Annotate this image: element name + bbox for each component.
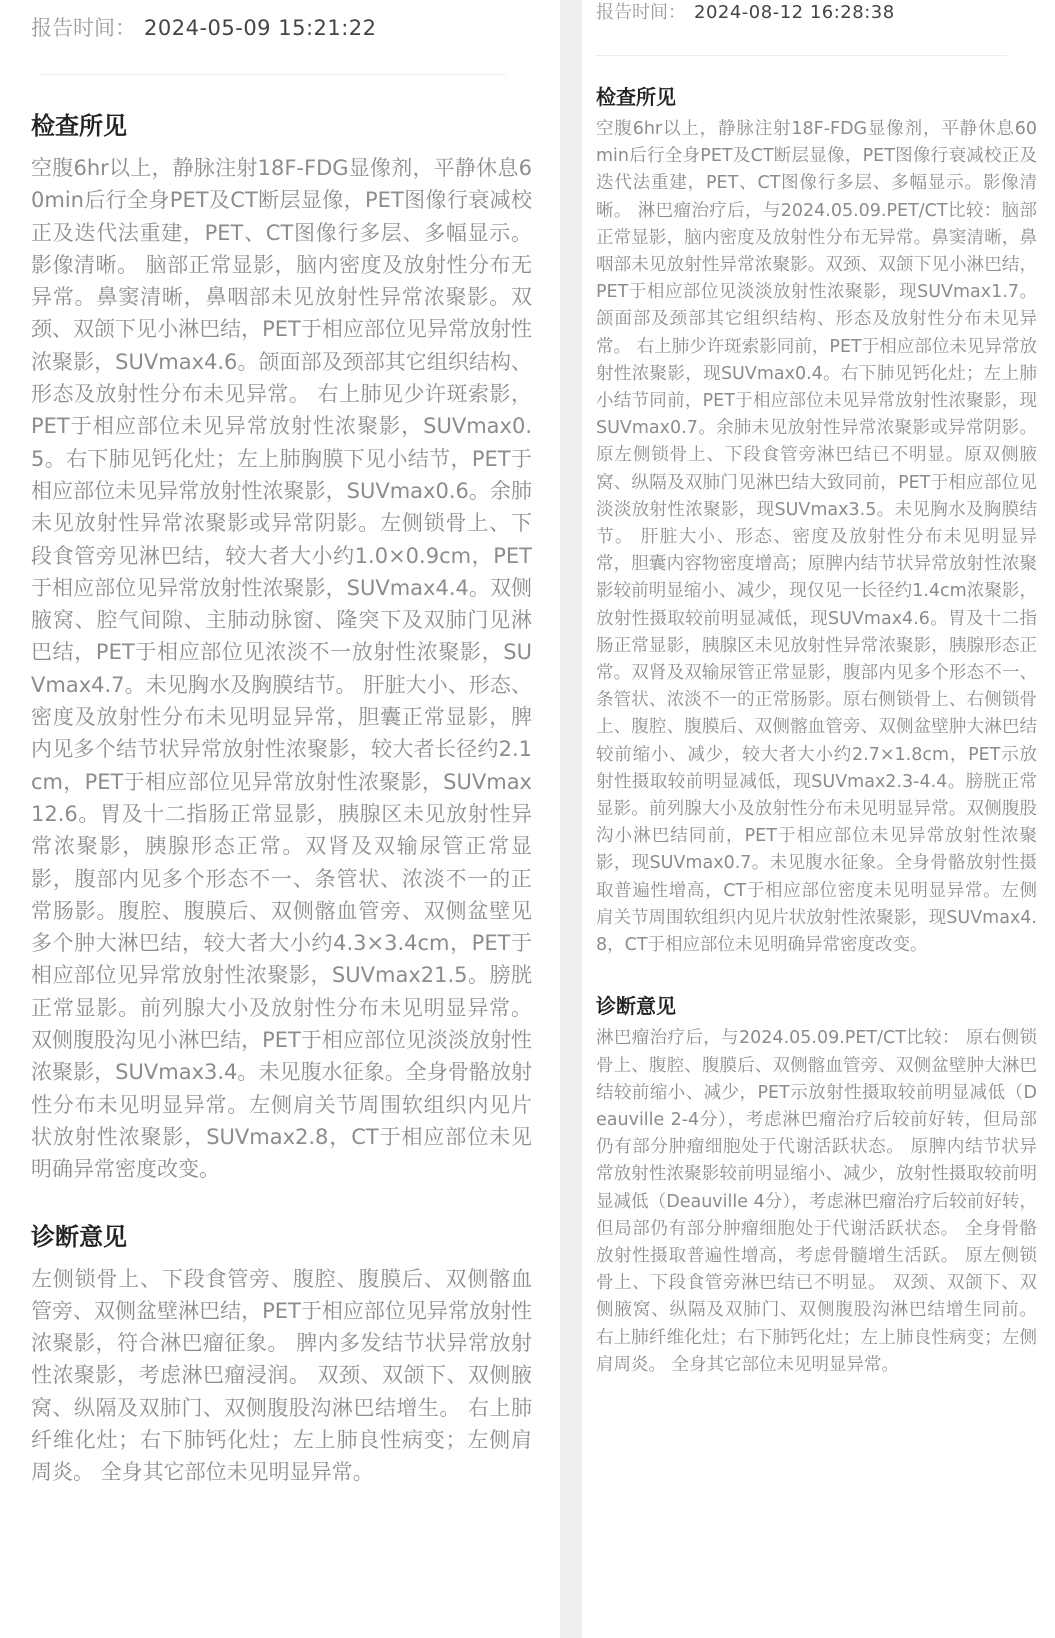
report-time-row: [31, 12, 532, 44]
panel-gap: [560, 0, 582, 1638]
diagnosis-heading: 诊断意见: [596, 994, 676, 1019]
findings-heading: 检查所见: [31, 112, 127, 140]
findings-text: 空腹6hr以上，静脉注射18F-FDG显像剂，平静休息60min后行全身PET及CT断层显像，PET图像行衰减校正及迭代法重建，PET、CT图像行多层、多幅显示。影像清晰。 淋巴瘤治疗后，与2024.05.09.PET/CT比较：脑部正常显影，脑内密度及放射性分布无异常。鼻窦清晰，鼻咽部未见放射性异常浓聚影。双颈、双颌下见小淋巴结，PET于相应部位见淡淡放射性浓聚影，现SUVmax1.7。颌面部及颈部其它组织结构、形态及放射性分布未见异常。 右上肺少许斑索影同前，PET于相应部位未见异常放射性浓聚影，现SUVmax0.4。右下肺见钙化灶；左上肺小结节同前，PET于相应部位未见异常放射性浓聚影，现SUVmax0.7。余肺未见放射性异常浓聚影或异常阴影。原左侧锁骨上、下段食管旁淋巴结已不明显。原双侧腋窝、纵隔及双肺门见淋巴结大致同前，PET于相应部位见淡淡放射性浓聚影，现SUVmax3.5。未见胸水及胸膜结节。 肝脏大小、形态、密度及放射性分布未见明显异常，胆囊内容物密度增高；原脾内结节状异常放射性浓聚影较前明显缩小、减少，现仅见一长径约1.4cm浓聚影，放射性摄取较前明显减低，现SUVmax4.6。胃及十二指肠正常显影，胰腺区未见放射性异常浓聚影，胰腺形态正常。双肾及双输尿管正常显影，腹部内见多个形态不一、条管状、浓淡不一的正常肠影。原右侧锁骨上、右侧锁骨上、腹腔、腹膜后、双侧髂血管旁、双侧盆壁肿大淋巴结较前缩小、减少，较大者大小约2.7×1.8cm，PET示放射性摄取较前明显减低，现SUVmax2.3-4.4。膀胱正常显影。前列腺大小及放射性分布未见明显异常。双侧腹股沟小淋巴结同前，PET于相应部位未见异常放射性浓聚影，现SUVmax0.7。未见腹水征象。全身骨骼放射性摄取普遍性增高，CT于相应部位密度未见明显异常。左侧肩关节周围软组织内见片状放射性浓聚影，现SUVmax4.8，CT于相应部位未见明确异常密度改变。: [596, 119, 1037, 956]
divider: [596, 55, 1007, 56]
report-time-label: 报告时间：: [31, 16, 136, 40]
right-report-panel: [582, 0, 1055, 1638]
divider: [39, 74, 506, 75]
report-time-row: [596, 0, 1037, 26]
findings-text: 空腹6hr以上，静脉注射18F-FDG显像剂，平静休息60min后行全身PET及CT断层显像，PET图像行衰减校正及迭代法重建，PET、CT图像行多层、多幅显示。影像清晰。 脑部正常显影，脑内密度及放射性分布无异常。鼻窦清晰，鼻咽部未见放射性异常浓聚影。双颈、双颌下见小淋巴结，PET于相应部位见异常放射性浓聚影，SUVmax4.6。颌面部及颈部其它组织结构、形态及放射性分布未见异常。 右上肺见少许斑索影，PET于相应部位未见异常放射性浓聚影，SUVmax0.5。右下肺见钙化灶；左上肺胸膜下见小结节，PET于相应部位未见异常放射性浓聚影，SUVmax0.6。余肺未见放射性异常浓聚影或异常阴影。左侧锁骨上、下段食管旁见淋巴结，较大者大小约1.0×0.9cm，PET于相应部位见异常放射性浓聚影，SUVmax4.4。双侧腋窝、腔气间隙、主肺动脉窗、隆突下及双肺门见淋巴结，PET于相应部位见浓淡不一放射性浓聚影，SUVmax4.7。未见胸水及胸膜结节。 肝脏大小、形态、密度及放射性分布未见明显异常，胆囊正常显影，脾内见多个结节状异常放射性浓聚影，较大者长径约2.1cm，PET于相应部位见异常放射性浓聚影，SUVmax12.6。胃及十二指肠正常显影，胰腺区未见放射性异常浓聚影，胰腺形态正常。双肾及双输尿管正常显影，腹部内见多个形态不一、条管状、浓淡不一的正常肠影。腹腔、腹膜后、双侧髂血管旁、双侧盆壁见多个肿大淋巴结，较大者大小约4.3×3.4cm，PET于相应部位见异常放射性浓聚影，SUVmax21.5。膀胱正常显影。前列腺大小及放射性分布未见明显异常。双侧腹股沟见小淋巴结，PET于相应部位见淡淡放射性浓聚影，SUVmax3.4。未见腹水征象。全身骨骼放射性分布未见明显异常。左侧肩关节周围软组织内见片状放射性浓聚影，SUVmax2.8，CT于相应部位未见明确异常密度改变。: [31, 156, 532, 1182]
diagnosis-text: 左侧锁骨上、下段食管旁、腹腔、腹膜后、双侧髂血管旁、双侧盆壁淋巴结，PET于相应部位见异常放射性浓聚影，符合淋巴瘤征象。 脾内多发结节状异常放射性浓聚影，考虑淋巴瘤浸润。 双颈、双颌下、双侧腋窝、纵隔及双肺门、双侧腹股沟淋巴结增生。 右上肺纤维化灶；右下肺钙化灶；左上肺良性病变；左侧肩周炎。 全身其它部位未见明显异常。: [31, 1266, 532, 1485]
report-time-label: 报告时间：: [596, 2, 686, 23]
report-time-value: 2024-08-12 16:28:38: [694, 2, 895, 23]
diagnosis-text: 淋巴瘤治疗后，与2024.05.09.PET/CT比较： 原右侧锁骨上、腹腔、腹膜后、双侧髂血管旁、双侧盆壁肿大淋巴结较前缩小、减少，PET示放射性摄取较前明显减低（Deauville 2-4分），考虑淋巴瘤治疗后较前好转，但局部仍有部分肿瘤细胞处于代谢活跃状态。 原脾内结节状异常放射性浓聚影较前明显缩小、减少，放射性摄取较前明显减低（Deauville 4分），考虑淋巴瘤治疗后较前好转，但局部仍有部分肿瘤细胞处于代谢活跃状态。 全身骨骼放射性摄取普遍性增高，考虑骨髓增生活跃。 原左侧锁骨上、下段食管旁淋巴结已不明显。 双颈、双颌下、双侧腋窝、纵隔及双肺门、双侧腹股沟淋巴结增生同前。 右上肺纤维化灶；右下肺钙化灶；左上肺良性病变；左侧肩周炎。 全身其它部位未见明显异常。: [596, 1028, 1037, 1375]
diagnosis-heading: 诊断意见: [31, 1222, 127, 1251]
findings-heading: 检查所见: [596, 85, 676, 109]
report-time-value: 2024-05-09 15:21:22: [144, 16, 377, 40]
